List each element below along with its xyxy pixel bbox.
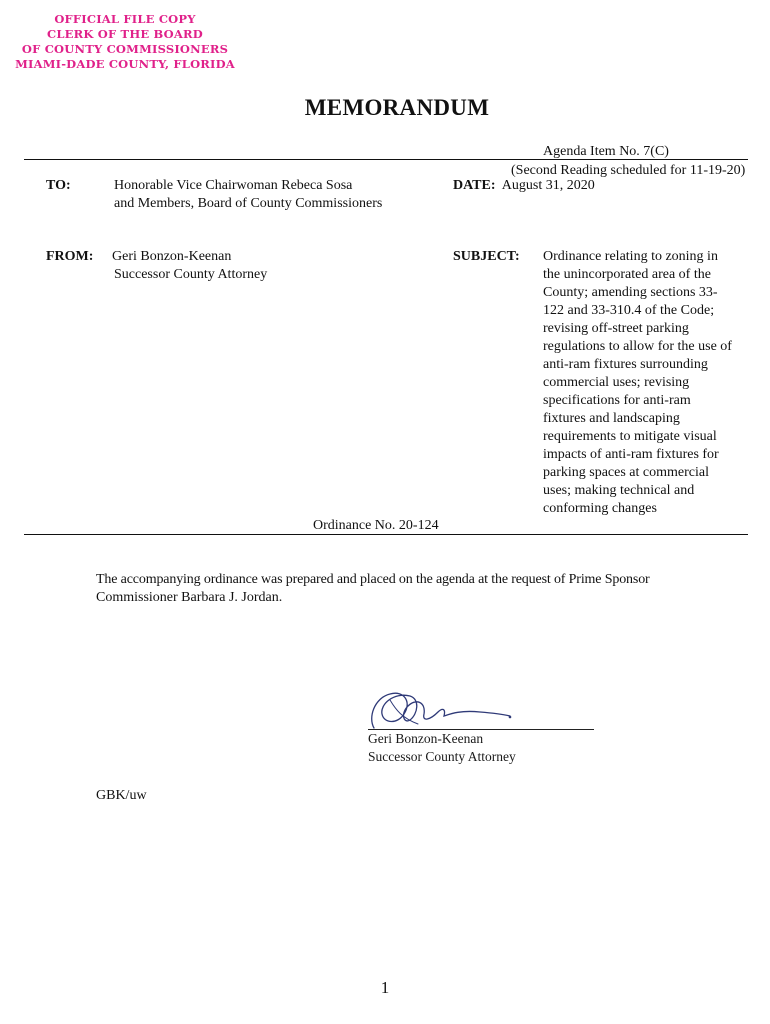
subject-line: 122 and 33-310.4 of the Code; — [543, 303, 715, 318]
date-value: August 31, 2020 — [501, 178, 595, 193]
subject-line: parking spaces at commercial — [543, 465, 709, 480]
official-file-copy-stamp — [12, 12, 238, 72]
stamp-line: CLERK OF THE BOARD — [47, 27, 203, 41]
subject-line: anti-ram fixtures surrounding — [543, 357, 708, 372]
to-recipient-line: Honorable Vice Chairwoman Rebeca Sosa — [114, 178, 353, 193]
subject-line: regulations to allow for the use of — [543, 339, 732, 354]
from-title: Successor County Attorney — [114, 267, 268, 282]
from-name: Geri Bonzon-Keenan — [112, 249, 232, 264]
signatory-name: Geri Bonzon-Keenan — [368, 731, 484, 746]
to-recipient-line: and Members, Board of County Commissioners — [114, 196, 383, 211]
subject-line: requirements to mitigate visual — [543, 429, 717, 444]
subject-line: the unincorporated area of the — [543, 267, 711, 282]
subject-line: fixtures and landscaping — [543, 411, 680, 426]
subject-line: Ordinance relating to zoning in — [543, 249, 718, 264]
subject-line: impacts of anti-ram fixtures for — [543, 447, 719, 462]
subject-text — [543, 248, 751, 518]
subject-line: specifications for anti-ram — [543, 393, 691, 408]
date-label: DATE — [453, 178, 491, 193]
stamp-line: OFFICIAL FILE COPY — [54, 12, 196, 26]
body-paragraph — [96, 571, 736, 607]
subject-line: uses; making technical and — [543, 483, 695, 498]
subject-line: commercial uses; revising — [543, 375, 690, 390]
agenda-reading: (Second Reading scheduled for 11-19-20) — [511, 163, 746, 178]
body-line: The accompanying ordinance was prepared and placed on the agenda at the request of Prime Sponsor — [96, 572, 650, 587]
page-number: 1 — [380, 978, 390, 997]
from-label: FROM: — [46, 249, 94, 264]
header-rule — [24, 159, 748, 160]
subject-line: County; amending sections 33- — [543, 285, 718, 300]
memo-title: MEMORANDUM — [304, 95, 490, 120]
body-line: Commissioner Barbara J. Jordan. — [96, 590, 283, 605]
typist-initials: GBK/uw — [96, 788, 147, 803]
footer-rule — [24, 534, 748, 535]
to-label: TO: — [46, 178, 71, 193]
signatory-title: Successor County Attorney — [368, 749, 516, 764]
subject-label: SUBJECT: — [453, 249, 520, 264]
subject-line: conforming changes — [543, 501, 657, 516]
stamp-line: MIAMI-DADE COUNTY, FLORIDA — [15, 57, 235, 71]
subject-line: revising off-street parking — [543, 321, 689, 336]
agenda-item: Agenda Item No. 7(C) — [543, 144, 669, 159]
stamp-line: OF COUNTY COMMISSIONERS — [21, 42, 229, 56]
ordinance-number: Ordinance No. 20-124 — [313, 518, 439, 533]
date-field: DATE: August 31, 2020 — [453, 178, 595, 193]
handwritten-signature — [360, 684, 540, 732]
